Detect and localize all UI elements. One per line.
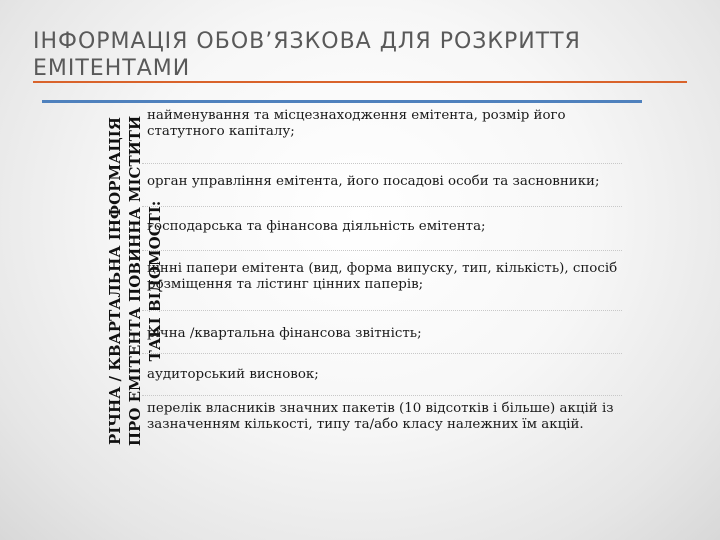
table-top-rule: [42, 100, 642, 103]
table-row: цінні папери емітента (вид, форма випуску, тип, кількість), спосіб розміщення та лістинг цінних паперів;: [142, 251, 642, 311]
info-table: [42, 100, 642, 460]
table-left-header: РІЧНА / КВАРТАЛЬНА ІНФОРМАЦІЯ ПРО ЕМІТЕНТА ПОВИННА МІСТИТИ ТАКІ ВІДОМОСТІ:: [106, 115, 164, 447]
title-divider: [33, 81, 687, 83]
table-rows: [142, 106, 642, 441]
table-row: господарська та фінансова діяльність емітента;: [142, 207, 642, 251]
table-row: перелік власників значних пакетів (10 відсотків і більше) акцій із зазначенням кількості, типу та/або класу належних їм акцій.: [147, 401, 614, 432]
slide-title: ІНФОРМАЦІЯ ОБОВ’ЯЗКОВА ДЛЯ РОЗКРИТТЯ ЕМІТЕНТАМИ: [33, 29, 581, 81]
table-row: найменування та місцезнаходження емітента, розмір його статутного капіталу;: [142, 106, 642, 164]
table-row: орган управління емітента, його посадові особи та засновники;: [142, 164, 642, 207]
table-row: аудиторський висновок;: [142, 354, 642, 396]
table-row: річна /квартальна фінансова звітність;: [142, 311, 642, 354]
